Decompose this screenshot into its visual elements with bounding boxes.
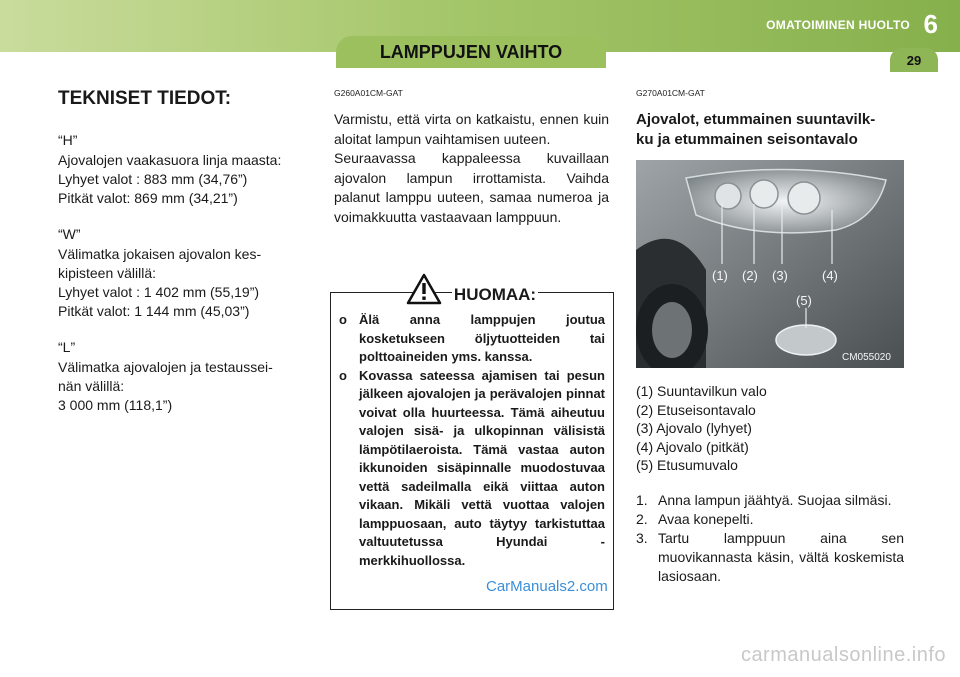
warning-bullet: o (339, 312, 347, 327)
headlamp-illustration (636, 160, 904, 368)
step-item (636, 510, 904, 529)
photo-callout: (2) (742, 268, 758, 283)
step-item (636, 529, 904, 586)
section-heading-line: Ajovalot, etummainen suuntavilk- (636, 111, 876, 128)
spec-block-w (58, 226, 320, 321)
photo-callout: (1) (712, 268, 728, 283)
spec-line: kipisteen välillä: (58, 265, 157, 281)
legend-item: (5) Etusumuvalo (636, 457, 738, 473)
spec-line: Välimatka ajovalojen ja testaussei- (58, 359, 273, 375)
step-text: Avaa konepelti. (658, 510, 754, 527)
warning-title: HUOMAA: (453, 285, 537, 304)
spec-line: nän välillä: (58, 378, 125, 394)
step-number: 3. (636, 529, 648, 546)
page-title: LAMPPUJEN VAIHTO (336, 36, 606, 68)
spec-code: “W” (58, 226, 81, 242)
step-text: Anna lampun jäähtyä. Suojaa silmäsi. (658, 491, 892, 508)
spec-code: “L” (58, 339, 76, 355)
photo-callout: (5) (796, 293, 812, 308)
spec-line: Pitkät valot: 869 mm (34,21”) (58, 190, 238, 206)
section-heading-line: ku ja etummainen seisontavalo (636, 131, 858, 148)
warning-bullet: o (339, 367, 347, 383)
section-label: OMATOIMINEN HUOLTO (766, 18, 910, 32)
spec-line: Pitkät valot: 1 144 mm (45,03”) (58, 303, 250, 319)
warning-triangle-icon (406, 273, 442, 305)
spec-line: Lyhyet valot : 1 402 mm (55,19”) (58, 284, 260, 300)
headlamp-photo (636, 160, 904, 368)
legend-item: (1) Suuntavilkun valo (636, 383, 767, 399)
spec-block-h (58, 132, 320, 208)
warning-header (339, 273, 605, 305)
left-column (58, 88, 320, 433)
middle-column (334, 88, 609, 227)
warning-item (339, 311, 605, 367)
photo-code: CM055020 (842, 352, 891, 363)
spec-block-l (58, 339, 320, 415)
warning-item (339, 367, 605, 571)
chapter-number: 6 (923, 9, 938, 39)
spec-line: Ajovalojen vaakasuora linja maasta: (58, 152, 282, 168)
warning-text: Älä anna lamppujen joutua kosketukseen öljytuotteiden tai polttoaineiden yms. kanssa. (359, 312, 605, 364)
warning-box (330, 285, 614, 610)
step-item (636, 491, 904, 510)
doc-code: G260A01CM-GAT (334, 88, 403, 98)
photo-callout: (4) (822, 268, 838, 283)
step-text: Tartu lamppuun aina sen muovikannasta käsin, vältä koskemista lasiosaan. (658, 529, 904, 584)
photo-callout: (3) (772, 268, 788, 283)
spec-line: Välimatka jokaisen ajovalon kes- (58, 246, 262, 262)
spec-code: “H” (58, 132, 78, 148)
intro-paragraph: Varmistu, että virta on katkaistu, ennen kuin aloitat lampun vaihtamisen uuteen. (334, 111, 609, 147)
step-number: 1. (636, 491, 648, 508)
photo-legend (636, 382, 904, 475)
page-number: 29 (890, 48, 938, 72)
legend-item: (4) Ajovalo (pitkät) (636, 438, 749, 455)
doc-code: G270A01CM-GAT (636, 88, 705, 98)
step-number: 2. (636, 510, 648, 527)
site-footer-link[interactable]: carmanualsonline.info (740, 644, 946, 666)
legend-item: (3) Ajovalo (lyhyet) (636, 420, 752, 436)
watermark-link[interactable]: CarManuals2.com (486, 578, 608, 595)
right-column (636, 88, 904, 586)
legend-item: (2) Etuseisontavalo (636, 401, 756, 418)
warning-text: Kovassa sateessa ajamisen tai pesun jälkeen ajovalojen ja perävalojen pinnat voivat olla huurteessa. Tämä aiheutuu valojen sisä- ja ulkopinnan välisistä lämpötilaeroista. Tämä vastaa auton ikkunoiden sisäpinnalle muodostuvaa vettä sadeilmalla eikä viittaa auton vikaan. Mikäli vettä vuottaa valojen lamppuosaan, auto täytyy tarkistuttaa valtuutetussa Hyundai -merkkihuollossa. (359, 367, 605, 568)
section-heading (636, 110, 904, 150)
spec-line: 3 000 mm (118,1”) (58, 397, 173, 413)
instruction-steps (636, 491, 904, 586)
spec-line: Lyhyet valot : 883 mm (34,76”) (58, 171, 248, 187)
specs-heading: TEKNISET TIEDOT: (58, 88, 232, 109)
description-paragraph: Seuraavassa kappaleessa kuvaillaan ajovalon lampun irrottamista. Vaihda palanut lamppu uuteen, samaa numeroa ja voimakkuutta vastaavaan lamppuun. (334, 150, 609, 225)
